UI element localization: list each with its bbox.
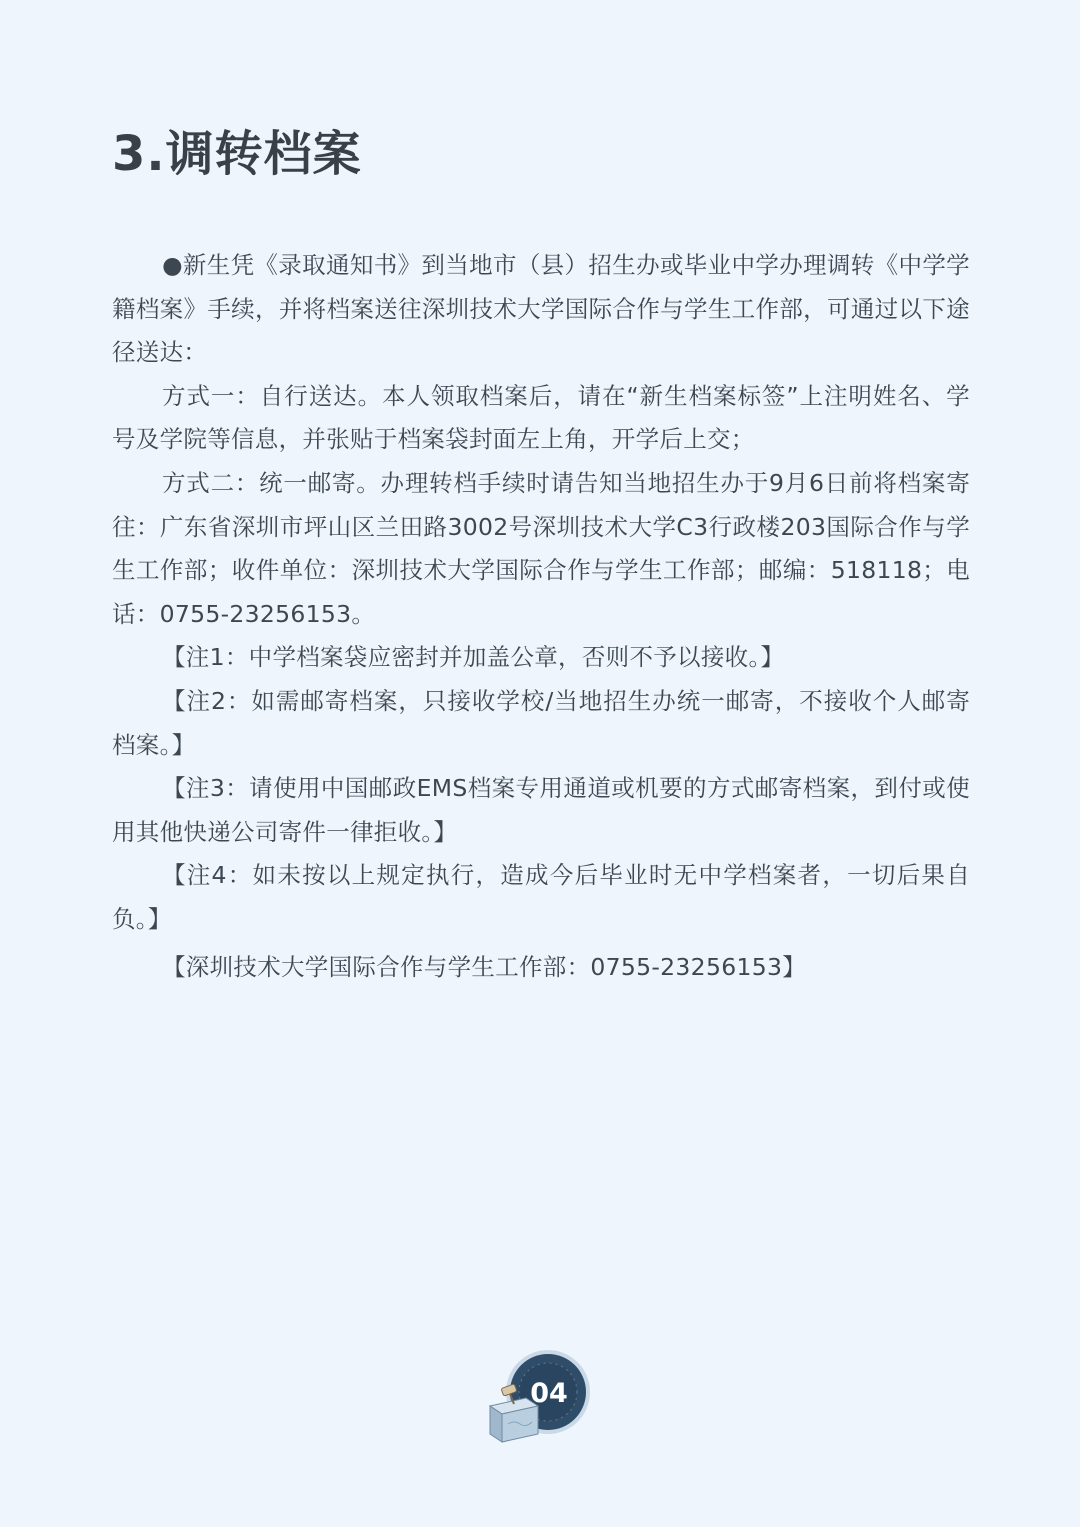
content-body [112, 244, 970, 989]
note-4: 【注4：如未按以上规定执行，造成今后毕业时无中学档案者，一切后果自负。】 [112, 861, 970, 933]
note-3: 【注3：请使用中国邮政EMS档案专用通道或机要的方式邮寄档案，到付或使用其他快递公司寄件一律拒收。】 [112, 774, 970, 846]
note-2: 【注2：如需邮寄档案，只接收学校/当地招生办统一邮寄，不接收个人邮寄档案。】 [112, 686, 970, 759]
page-title: 3.调转档案 [112, 126, 362, 182]
intro-paragraph: ●新生凭《录取通知书》到当地市（县）招生办或毕业中学办理调转《中学学籍档案》手续，并将档案送往深圳技术大学国际合作与学生工作部，可通过以下途径送达： [112, 251, 970, 367]
note-1: 【注1：中学档案袋应密封并加盖公章，否则不予以接收。】 [162, 643, 785, 672]
method-two-paragraph: 方式二：统一邮寄。办理转档手续时请告知当地招生办于9月6日前将档案寄往：广东省深圳市坪山区兰田路3002号深圳技术大学C3行政楼203国际合作与学生工作部；收件单位：深圳技术大学国际合作与学生工作部；邮编：518118；电话：0755-23256153。 [112, 468, 970, 628]
method-one-paragraph: 方式一：自行送达。本人领取档案后，请在“新生档案标签”上注明姓名、学号及学院等信息，并张贴于档案袋封面左上角，开学后上交； [112, 381, 970, 454]
contact-line: 【深圳技术大学国际合作与学生工作部：0755-23256153】 [162, 952, 806, 981]
page-number: 04 [530, 1378, 568, 1409]
page-number-badge [488, 1348, 592, 1444]
